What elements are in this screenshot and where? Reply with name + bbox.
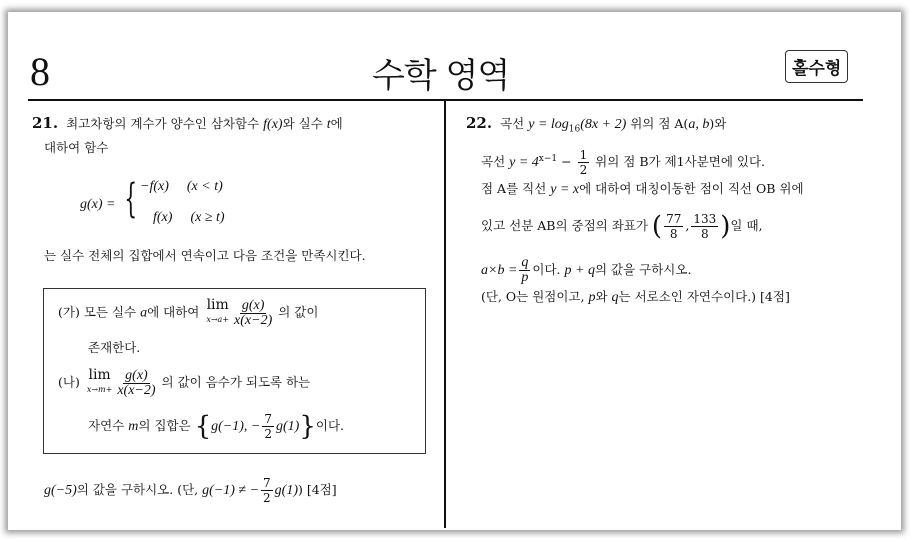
q21-final	[44, 476, 337, 505]
num: q	[521, 255, 529, 270]
math: g(−1), −	[211, 419, 261, 434]
piecewise-case1	[140, 178, 223, 195]
text: 는 서로소인 자연수이다.) [4점]	[618, 289, 790, 304]
lim-sub: x→m+	[86, 385, 113, 394]
den: 8	[669, 227, 678, 241]
q22-line2	[481, 148, 765, 177]
text: 이다.	[532, 262, 565, 277]
math: 16	[568, 124, 581, 135]
fraction	[234, 299, 272, 328]
math: g(−5)	[44, 483, 77, 498]
math: q	[611, 290, 619, 305]
condition-ga-line2: 존재한다.	[88, 340, 141, 355]
text: ) [4점]	[297, 482, 337, 497]
math: g(1)	[274, 483, 298, 498]
math: −	[557, 154, 576, 169]
text: 자연수	[88, 418, 129, 433]
q22-line4: 있고 선분 AB의 중점의 좌표가 ( $\frac{77}{8}$ , $\frac{133}{8}$ )일 때,	[481, 211, 763, 242]
fraction	[262, 412, 274, 441]
math: f(x)	[153, 210, 173, 225]
math: (x ≥ t)	[190, 210, 225, 225]
text: 곡선	[500, 116, 529, 131]
text: 의 값을 구하시오. (단,	[76, 482, 203, 497]
text: 모든 실수	[83, 304, 141, 320]
math: p + q	[564, 263, 595, 278]
lim-sub: x→a+	[206, 315, 230, 324]
num: 1	[579, 148, 588, 162]
label: (나)	[58, 374, 80, 390]
q21-line3: 는 실수 전체의 집합에서 연속이고 다음 조건을 만족시킨다.	[44, 248, 366, 263]
q22-number: 22.	[466, 114, 493, 132]
num: 7	[263, 476, 271, 490]
q22-line3	[481, 181, 804, 198]
text: 의 값이	[278, 304, 319, 320]
limit	[206, 298, 229, 328]
math: (8x + 2)	[580, 117, 627, 132]
piecewise-case2	[153, 209, 225, 226]
math: a, b	[688, 117, 710, 132]
text: 에	[330, 116, 343, 131]
page-number: 8	[30, 49, 50, 94]
num: 7	[264, 412, 272, 426]
math: y = x	[550, 182, 580, 197]
text: )와	[709, 116, 727, 131]
fraction	[261, 476, 273, 505]
condition-na	[58, 368, 310, 398]
fraction	[691, 212, 718, 241]
math: a	[140, 305, 148, 321]
text: (단, O는 원점이고,	[481, 289, 589, 304]
den: x(x−2)	[234, 312, 273, 328]
q22-line6	[481, 289, 790, 306]
q21-line1	[32, 115, 343, 133]
page-title: 수학 영역	[372, 56, 510, 96]
math: g(−1) ≠ −	[202, 483, 260, 498]
math: f(x)	[263, 117, 283, 132]
math: p	[588, 290, 596, 305]
text: 위의 점 B가 제1사분면에 있다.	[591, 154, 766, 169]
math: g(1)	[276, 419, 300, 434]
math: y = log	[528, 117, 569, 132]
fraction	[664, 212, 683, 241]
text: 위의 점 A(	[626, 116, 689, 131]
num: g(x)	[125, 367, 148, 383]
q22-line1	[466, 115, 726, 138]
math: −f(x)	[140, 179, 169, 194]
text: 있고 선분 AB의 중점의 좌표가	[481, 218, 652, 233]
text: 이다.	[315, 418, 344, 433]
math: y = 4	[509, 155, 539, 170]
fraction	[519, 256, 530, 285]
piecewise-brace: {	[124, 176, 138, 222]
text: 의 값이 음수가 되도록 하는	[161, 374, 311, 390]
den: 2	[579, 163, 588, 177]
lim: lim	[88, 367, 111, 383]
math: g(x) =	[80, 197, 116, 212]
text: 에 대하여	[147, 304, 200, 320]
text: 의 집합은	[138, 418, 191, 433]
text: 최고차항의 계수가 양수인 삼차함수	[66, 116, 264, 131]
exam-type-badge: 홀수형	[785, 50, 848, 83]
num: g(x)	[241, 297, 265, 313]
num: 133	[693, 212, 717, 226]
den: 8	[700, 227, 709, 241]
text: 와 실수	[282, 116, 327, 131]
text: 점 A를 직선	[481, 181, 551, 196]
math: m	[128, 419, 139, 434]
limit	[87, 368, 113, 398]
math: a×b =	[481, 263, 518, 278]
fraction	[578, 148, 590, 177]
label: (가)	[58, 304, 80, 320]
den: x(x−2)	[117, 382, 156, 398]
text: 에 대하여 대칭이동한 점이 직선 OB 위에	[579, 181, 804, 196]
q21-line2: 대하여 함수	[44, 140, 109, 155]
math: t	[326, 117, 331, 132]
num: 77	[666, 212, 682, 226]
den: 2	[263, 491, 271, 505]
condition-ga	[58, 298, 318, 328]
lim: lim	[206, 297, 229, 313]
text: 의 값을 구하시오.	[594, 262, 692, 277]
den: p	[521, 270, 529, 285]
math: x−1	[538, 153, 558, 164]
column-divider	[444, 100, 446, 528]
q22-line5	[481, 256, 691, 285]
den: 2	[264, 427, 272, 441]
text: 와	[595, 289, 612, 304]
fraction	[117, 369, 155, 398]
text: 일 때,	[730, 218, 763, 233]
q21-number: 21.	[32, 114, 59, 132]
math: (x < t)	[186, 179, 223, 194]
text: 곡선	[481, 154, 510, 169]
piecewise-lhs	[80, 196, 116, 213]
condition-na-line2: 자연수 m의 집합은 {g(−1), − $\frac{7}{2}$ g(1)}이다.	[88, 411, 344, 442]
